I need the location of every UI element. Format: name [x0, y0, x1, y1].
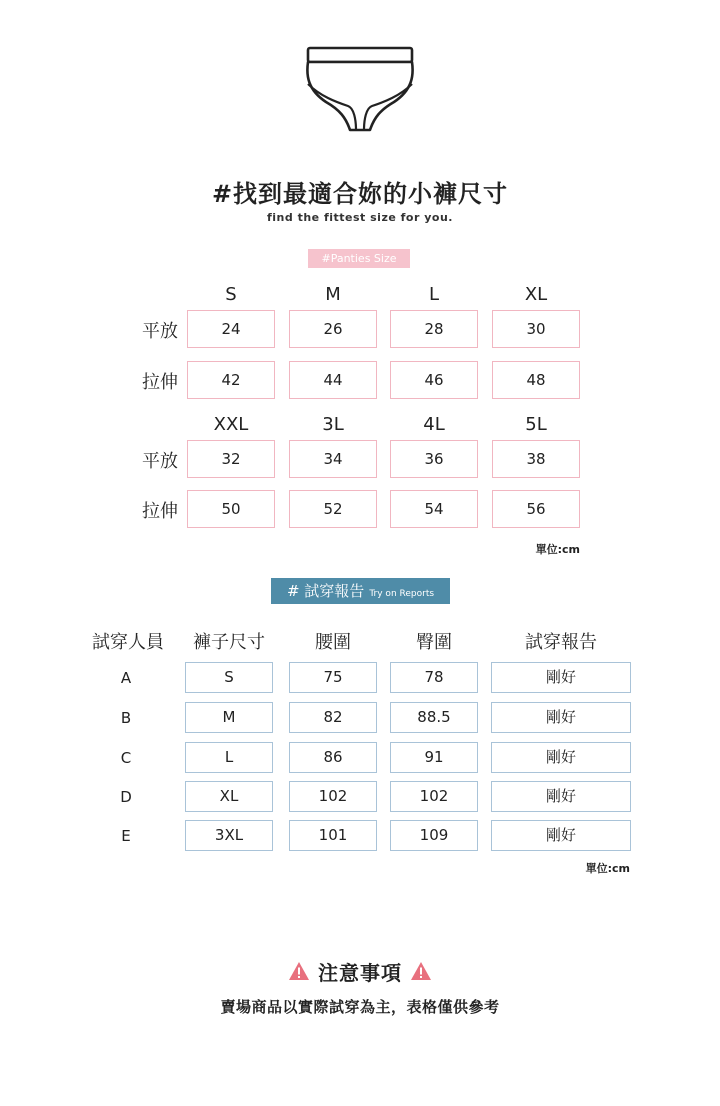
row-label-stretch: 拉伸 [142, 372, 178, 393]
notice-heading [0, 956, 720, 986]
waist-value: 102 [289, 781, 377, 812]
report-value: 剛好 [491, 702, 631, 733]
person-label: C [120, 749, 132, 767]
notice-text: 賣場商品以實際試穿為主，表格僅供參考 [220, 998, 500, 1016]
size-cell: 36 [390, 440, 478, 478]
row-label-flat: 平放 [142, 451, 178, 472]
try-on-badge-main: # 試穿報告 [286, 582, 365, 600]
waist-value: 101 [289, 820, 377, 851]
try-on-unit-note: 單位:cm [585, 862, 630, 875]
person-label: B [120, 709, 132, 727]
size-header: 4L [423, 414, 445, 435]
col-header-size: 褲子尺寸 [193, 632, 265, 653]
person-label: A [120, 669, 132, 687]
report-value: 剛好 [491, 742, 631, 773]
size-cell: 46 [390, 361, 478, 399]
try-on-badge [271, 578, 450, 604]
size-cell: 30 [492, 310, 580, 348]
waist-value: 86 [289, 742, 377, 773]
col-header-hip: 臀圍 [416, 632, 452, 653]
size-header: 5L [525, 414, 547, 435]
person-label: E [121, 827, 131, 845]
size-value: L [185, 742, 273, 773]
size-cell: 50 [187, 490, 275, 528]
size-cell: 54 [390, 490, 478, 528]
size-value: XL [185, 781, 273, 812]
try-on-badge-sub: Try on Reports [369, 589, 435, 599]
waist-value: 82 [289, 702, 377, 733]
panties-icon [300, 40, 420, 134]
waist-value: 75 [289, 662, 377, 693]
col-header-person: 試穿人員 [92, 632, 164, 653]
hip-value: 91 [390, 742, 478, 773]
size-cell: 38 [492, 440, 580, 478]
report-value: 剛好 [491, 820, 631, 851]
size-value: S [185, 662, 273, 693]
size-header: S [225, 284, 237, 305]
size-cell: 24 [187, 310, 275, 348]
warning-icon [410, 961, 432, 981]
size-value: 3XL [185, 820, 273, 851]
notice-title: 注意事項 [318, 960, 402, 985]
size-cell: 52 [289, 490, 377, 528]
col-header-report: 試穿報告 [525, 632, 597, 653]
row-label-flat: 平放 [142, 321, 178, 342]
row-label-stretch: 拉伸 [142, 501, 178, 522]
warning-icon [288, 961, 310, 981]
size-value: M [185, 702, 273, 733]
size-unit-note: 單位:cm [535, 543, 580, 556]
size-cell: 42 [187, 361, 275, 399]
size-header: XXL [213, 414, 249, 435]
hip-value: 78 [390, 662, 478, 693]
hip-value: 109 [390, 820, 478, 851]
size-cell: 44 [289, 361, 377, 399]
size-cell: 48 [492, 361, 580, 399]
col-header-waist: 腰圍 [315, 632, 351, 653]
size-cell: 26 [289, 310, 377, 348]
size-cell: 34 [289, 440, 377, 478]
size-header: XL [524, 284, 548, 305]
page-subtitle: find the fittest size for you. [267, 211, 453, 224]
page-title: #找到最適合妳的小褲尺寸 [211, 180, 509, 208]
size-cell: 32 [187, 440, 275, 478]
size-cell: 56 [492, 490, 580, 528]
size-header: 3L [322, 414, 344, 435]
person-label: D [120, 788, 132, 806]
size-header: M [325, 284, 341, 305]
report-value: 剛好 [491, 662, 631, 693]
hip-value: 102 [390, 781, 478, 812]
report-value: 剛好 [491, 781, 631, 812]
size-header: L [428, 284, 440, 305]
panties-size-badge: #Panties Size [308, 249, 410, 268]
hip-value: 88.5 [390, 702, 478, 733]
size-cell: 28 [390, 310, 478, 348]
